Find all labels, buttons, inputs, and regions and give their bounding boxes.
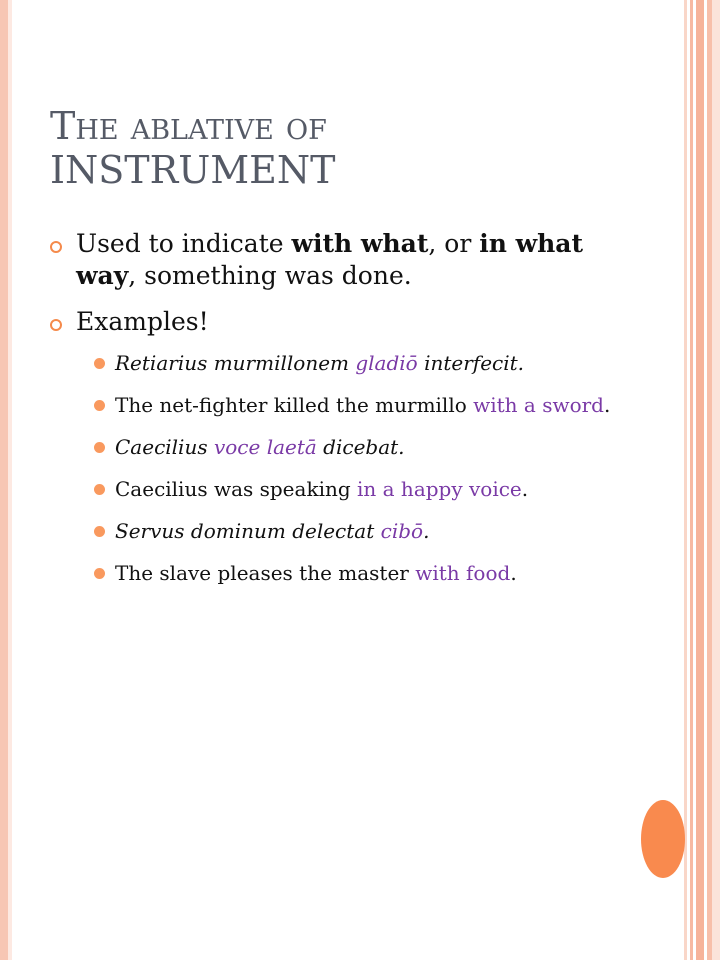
dot-bullet-icon (94, 484, 105, 495)
example-latin-3 (76, 516, 650, 546)
bullet-list (50, 228, 630, 602)
left-border-decoration (0, 0, 8, 960)
highlight-translation: with a sword (473, 393, 604, 417)
example-latin-1 (76, 348, 650, 378)
text-part: , or (428, 229, 480, 258)
example-translation-3 (76, 558, 650, 588)
text-part: . (423, 519, 430, 543)
example-translation-2 (76, 474, 650, 504)
example-translation-1 (76, 390, 650, 420)
dot-bullet-icon (94, 400, 105, 411)
text-part: . (521, 477, 529, 501)
text-part: . (510, 561, 517, 585)
slide-title (50, 104, 610, 192)
ring-bullet-icon (50, 241, 62, 253)
highlight-ablative: voce laetā (213, 435, 317, 459)
dot-bullet-icon (94, 526, 105, 537)
orange-oval-decoration (641, 800, 685, 878)
text-part: interfecit. (417, 351, 525, 375)
title-line-2: INSTRUMENT (50, 148, 336, 192)
dot-bullet-icon (94, 568, 105, 579)
ring-bullet-icon (50, 319, 62, 331)
dot-bullet-icon (94, 442, 105, 453)
dot-bullet-icon (94, 358, 105, 369)
highlight-ablative: cibō (380, 519, 424, 543)
example-latin-2 (76, 432, 650, 462)
bold-with-what: with what (291, 229, 429, 258)
bold-in-what-way: in what way (76, 229, 584, 290)
text-part: . (603, 393, 611, 417)
text-part: , something was done. (128, 261, 412, 290)
examples-list (76, 348, 630, 588)
examples-label: Examples! (76, 307, 209, 336)
title-small-caps-text: he ablative of (75, 104, 327, 148)
bullet-examples (50, 306, 630, 588)
title-first-letter: T (50, 104, 76, 148)
text-part: Caecilius was speaking (115, 477, 358, 501)
highlight-translation: in a happy voice (357, 477, 522, 501)
text-part: Caecilius (115, 435, 214, 459)
highlight-ablative: gladiō (355, 351, 418, 375)
highlight-translation: with food (415, 561, 511, 585)
text-part: The net-fighter killed the murmillo (115, 393, 474, 417)
text-part: dicebat. (316, 435, 405, 459)
text-part: Servus dominum delectat (115, 519, 381, 543)
text-part: The slave pleases the master (115, 561, 416, 585)
bullet-definition (50, 228, 630, 292)
text-part: Retiarius murmillonem (115, 351, 356, 375)
text-part: Used to indicate (76, 229, 292, 258)
right-border-decoration (684, 0, 720, 960)
